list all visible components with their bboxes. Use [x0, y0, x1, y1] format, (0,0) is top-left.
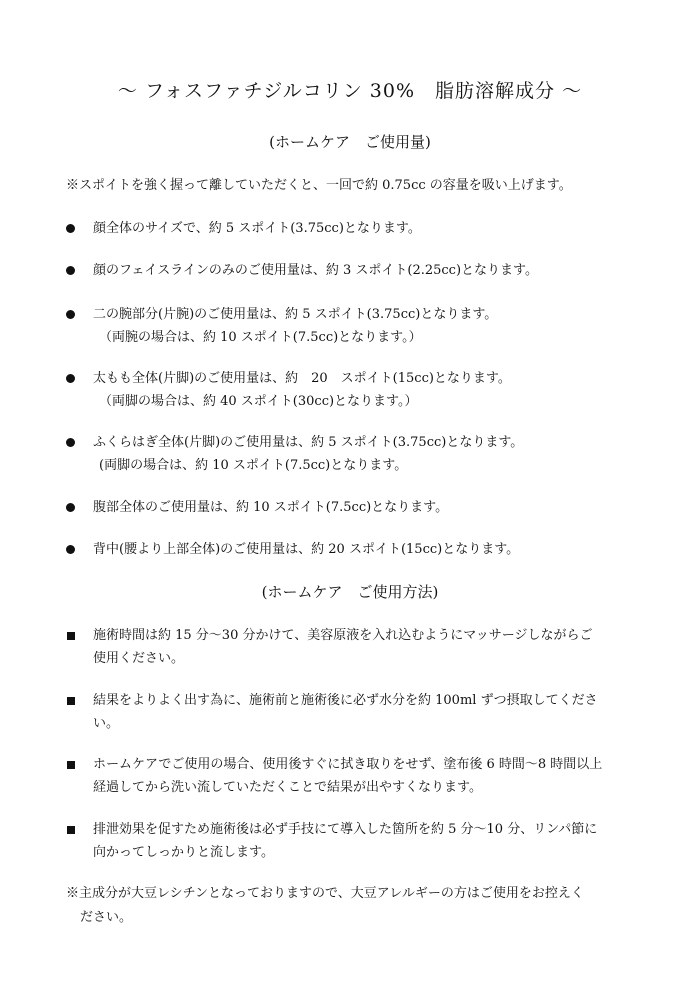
usage-item	[64, 367, 644, 413]
square-bullet-icon	[67, 632, 75, 640]
square-bullet-icon	[67, 826, 75, 834]
method-item	[64, 753, 644, 799]
circle-bullet-icon	[66, 503, 75, 512]
usage-item	[64, 538, 644, 561]
usage-item-text: 二の腕部分(片腕)のご使用量は、約 5 スポイト(3.75cc)となります。	[93, 307, 498, 322]
usage-item-subtext: （両脚の場合は、約 40 スポイト(30cc)となります。）	[99, 394, 418, 409]
allergy-note-line: ※主成分が大豆レシチンとなっておりますので、大豆アレルギーの方はご使用をお控えく	[66, 886, 584, 901]
method-item-line: 向かってしっかりと流します。	[93, 845, 274, 860]
document-title: ～ フォスファチジルコリン 30% 脂肪溶解成分 ～	[117, 80, 583, 102]
circle-bullet-icon	[66, 438, 75, 447]
usage-item	[64, 496, 644, 519]
usage-section-heading: (ホームケア ご使用量)	[269, 133, 431, 151]
method-item-line: 排泄効果を促すため施術後は必ず手技にて導入した箇所を約 5 分～10 分、リンパ節に	[93, 822, 598, 837]
circle-bullet-icon	[66, 266, 75, 275]
usage-item	[64, 217, 644, 240]
method-item	[64, 624, 644, 670]
usage-item-text: 顔のフェイスラインのみのご使用量は、約 3 スポイト(2.25cc)となります。	[93, 263, 538, 278]
usage-item	[64, 259, 644, 282]
usage-item-text: 太もも全体(片脚)のご使用量は、約 20 スポイト(15cc)となります。	[93, 371, 511, 386]
usage-item-subtext: (両脚の場合は、約 10 スポイト(7.5cc)となります。	[99, 458, 408, 473]
usage-item	[64, 431, 644, 477]
method-item-line: 使用ください。	[93, 651, 185, 666]
method-item-line: 結果をよりよく出す為に、施術前と施術後に必ず水分を約 100ml ずつ摂取してくださ	[93, 693, 598, 708]
usage-item-text: 背中(腰より上部全体)のご使用量は、約 20 スポイト(15cc)となります。	[93, 542, 520, 557]
allergy-note	[66, 882, 646, 930]
method-item	[64, 689, 644, 735]
circle-bullet-icon	[66, 224, 75, 233]
dropper-volume-note: ※スポイトを強く握って離していただくと、一回で約 0.75cc の容量を吸い上げます。	[66, 178, 572, 193]
method-item-line: 経過してから洗い流していただくことで結果が出やすくなります。	[93, 780, 482, 795]
allergy-note-line: ださい。	[80, 910, 133, 925]
usage-item-text: ふくらはぎ全体(片脚)のご使用量は、約 5 スポイト(3.75cc)となります。	[93, 435, 524, 450]
circle-bullet-icon	[66, 545, 75, 554]
square-bullet-icon	[67, 697, 75, 705]
method-section-heading: (ホームケア ご使用方法)	[261, 583, 439, 601]
method-item	[64, 818, 644, 864]
usage-item	[64, 303, 644, 349]
method-item-line: い。	[93, 716, 120, 731]
circle-bullet-icon	[66, 374, 75, 383]
usage-item-text: 腹部全体のご使用量は、約 10 スポイト(7.5cc)となります。	[93, 500, 449, 515]
method-item-line: ホームケアでご使用の場合、使用後すぐに拭き取りをせず、塗布後 6 時間～8 時間以上	[93, 757, 603, 772]
square-bullet-icon	[67, 761, 75, 769]
circle-bullet-icon	[66, 310, 75, 319]
method-item-line: 施術時間は約 15 分～30 分かけて、美容原液を入れ込むようにマッサージしながらご	[93, 628, 593, 643]
usage-item-subtext: （両腕の場合は、約 10 スポイト(7.5cc)となります。）	[99, 330, 422, 345]
usage-item-text: 顔全体のサイズで、約 5 スポイト(3.75cc)となります。	[93, 221, 421, 236]
